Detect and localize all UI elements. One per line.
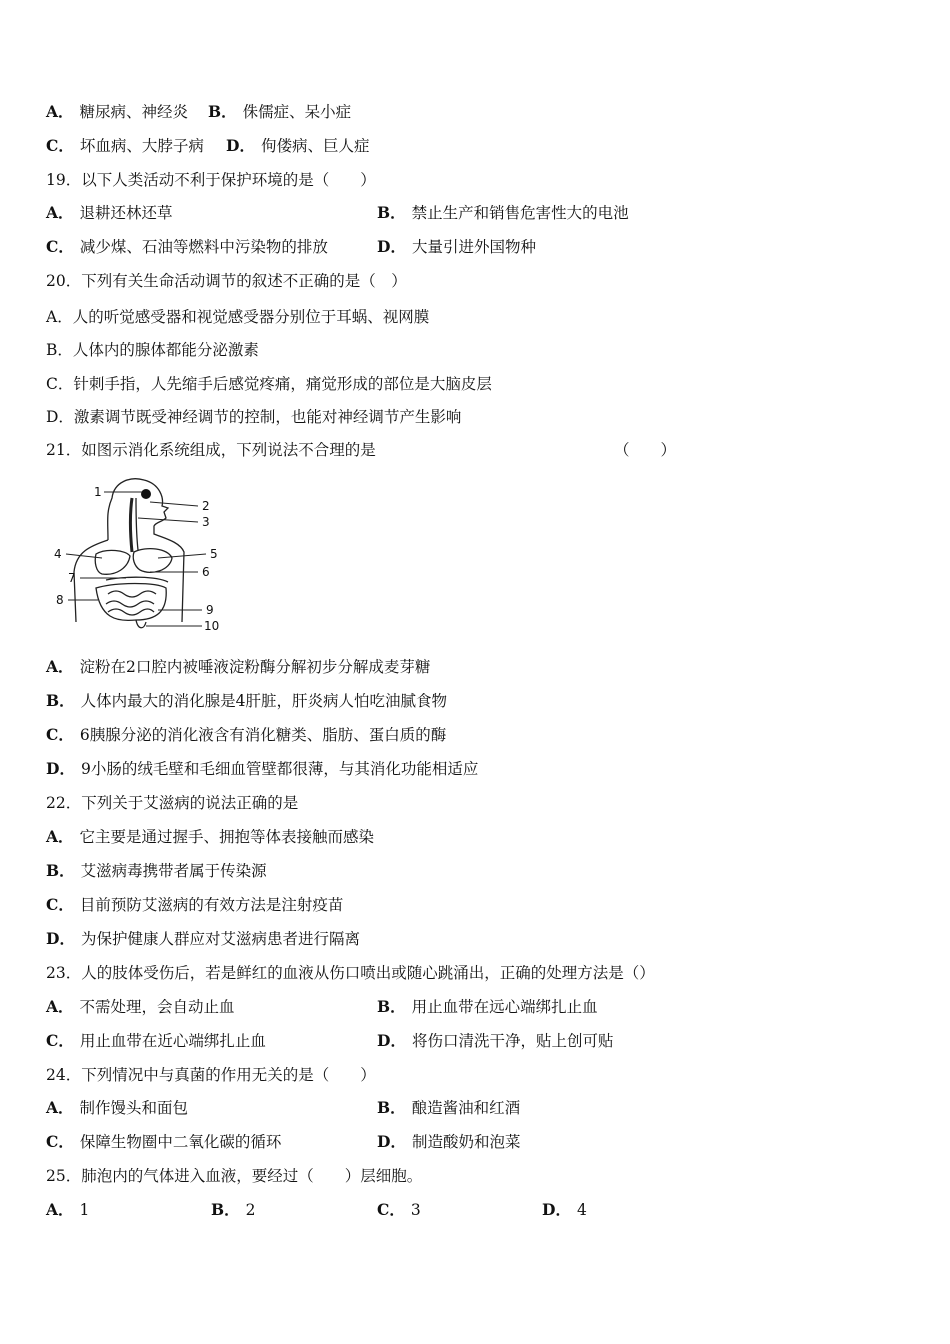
option-text: 3	[410, 1201, 421, 1219]
option-label: B．	[377, 203, 406, 222]
q21-option-a	[46, 657, 430, 677]
q24-option-d	[377, 1132, 520, 1152]
q19-option-c	[46, 237, 328, 257]
option-label: D．	[46, 759, 75, 778]
option-label: B．	[377, 997, 406, 1016]
q25-option-c	[377, 1200, 421, 1220]
option-label: D．	[377, 1132, 406, 1151]
q18-option-c	[46, 136, 204, 156]
q21-answer-bracket: （ ）	[614, 441, 677, 459]
figure-label-10: 10	[204, 619, 220, 633]
option-label: D．	[377, 1031, 406, 1050]
option-text: 不需处理，会自动止血	[79, 998, 235, 1016]
option-label: D．	[377, 237, 406, 256]
digestive-system-figure	[46, 472, 226, 634]
q23-option-d	[377, 1031, 613, 1051]
figure-label-7: 7	[68, 571, 76, 585]
option-label: A．	[46, 1200, 74, 1219]
q18-option-b	[208, 102, 351, 122]
option-text: 6胰腺分泌的消化液含有消化糖类、脂肪、蛋白质的酶	[79, 726, 447, 744]
q20-option-a: A．人的听觉感受器和视觉感受器分别位于耳蜗、视网膜	[46, 308, 430, 326]
option-label: D．	[542, 1200, 571, 1219]
figure-label-2: 2	[202, 499, 210, 513]
option-label: C．	[46, 1132, 74, 1151]
option-label: C．	[46, 1031, 74, 1050]
q21-option-d	[46, 759, 478, 779]
option-label: D．	[46, 929, 75, 948]
q20-stem: 20．下列有关生命活动调节的叙述不正确的是（ ）	[46, 272, 407, 290]
option-text: 为保护健康人群应对艾滋病患者进行隔离	[80, 930, 360, 948]
option-text: 坏血病、大脖子病	[79, 137, 204, 155]
option-text: 将伤口清洗干净，贴上创可贴	[411, 1032, 614, 1050]
option-label: A．	[46, 102, 74, 121]
option-label: C．	[46, 136, 74, 155]
option-label: B．	[46, 691, 75, 710]
option-text: 用止血带在近心端绑扎止血	[79, 1032, 266, 1050]
option-label: A．	[46, 1098, 74, 1117]
q19-stem: 19．以下人类活动不利于保护环境的是（ ）	[46, 171, 376, 189]
figure-label-4: 4	[54, 547, 62, 561]
option-text: 禁止生产和销售危害性大的电池	[411, 204, 629, 222]
q19-option-d	[377, 237, 536, 257]
figure-label-1: 1	[94, 485, 102, 499]
q20-option-b: B．人体内的腺体都能分泌激素	[46, 341, 259, 359]
q25-stem: 25．肺泡内的气体进入血液，要经过（ ）层细胞。	[46, 1167, 423, 1185]
q19-option-a	[46, 203, 173, 223]
option-text: 目前预防艾滋病的有效方法是注射疫苗	[79, 896, 344, 914]
figure-label-3: 3	[202, 515, 210, 529]
q24-option-b	[377, 1098, 520, 1118]
option-label: A．	[46, 827, 74, 846]
q19-option-b	[377, 203, 629, 223]
option-text: 制造酸奶和泡菜	[411, 1133, 521, 1151]
option-text: 佝偻病、巨人症	[260, 137, 370, 155]
option-text: 糖尿病、神经炎	[79, 103, 189, 121]
q22-option-d	[46, 929, 360, 949]
q25-option-d	[542, 1200, 587, 1220]
option-text: 人体内最大的消化腺是4肝脏，肝炎病人怕吃油腻食物	[80, 692, 447, 710]
q23-option-b	[377, 997, 598, 1017]
option-text: 它主要是通过握手、拥抱等体表接触而感染	[79, 828, 375, 846]
q18-option-d	[226, 136, 369, 156]
option-label: A．	[46, 997, 74, 1016]
option-text: 保障生物圈中二氧化碳的循环	[79, 1133, 282, 1151]
q22-option-c	[46, 895, 343, 915]
option-text: 4	[576, 1201, 587, 1219]
q20-option-d: D．激素调节既受神经调节的控制，也能对神经调节产生影响	[46, 408, 462, 426]
option-label: C．	[46, 895, 74, 914]
q25-option-b	[211, 1200, 255, 1220]
q23-option-c	[46, 1031, 266, 1051]
q24-option-c	[46, 1132, 281, 1152]
q18-option-a	[46, 102, 188, 122]
q21-option-b	[46, 691, 447, 711]
option-text: 侏儒症、呆小症	[242, 103, 352, 121]
q23-option-a	[46, 997, 235, 1017]
q20-option-c: C．针刺手指，人先缩手后感觉疼痛，痛觉形成的部位是大脑皮层	[46, 375, 492, 393]
q21-stem: 21．如图示消化系统组成，下列说法不合理的是	[46, 441, 376, 459]
option-label: C．	[377, 1200, 405, 1219]
option-text: 用止血带在远心端绑扎止血	[411, 998, 598, 1016]
option-text: 制作馒头和面包	[79, 1099, 189, 1117]
option-label: B．	[208, 102, 237, 121]
q22-option-a	[46, 827, 374, 847]
q22-stem: 22．下列关于艾滋病的说法正确的是	[46, 794, 299, 812]
pharynx-mark	[141, 489, 151, 499]
figure-label-5: 5	[210, 547, 218, 561]
option-text: 大量引进外国物种	[411, 238, 536, 256]
q24-option-a	[46, 1098, 188, 1118]
option-text: 9小肠的绒毛壁和毛细血管壁都很薄，与其消化功能相适应	[80, 760, 479, 778]
option-label: B．	[46, 861, 75, 880]
q21-option-c	[46, 725, 446, 745]
q25-option-a	[46, 1200, 89, 1220]
option-text: 酿造酱油和红酒	[411, 1099, 521, 1117]
option-label: C．	[46, 237, 74, 256]
figure-label-9: 9	[206, 603, 214, 617]
option-label: A．	[46, 657, 74, 676]
option-text: 淀粉在2口腔内被唾液淀粉酶分解初步分解成麦芽糖	[79, 658, 431, 676]
figure-label-8: 8	[56, 593, 64, 607]
option-label: A．	[46, 203, 74, 222]
option-text: 1	[79, 1201, 90, 1219]
figure-label-6: 6	[202, 565, 210, 579]
option-label: D．	[226, 136, 255, 155]
option-label: C．	[46, 725, 74, 744]
option-label: B．	[211, 1200, 240, 1219]
q22-option-b	[46, 861, 267, 881]
q23-stem: 23．人的肢体受伤后，若是鲜红的血液从伤口喷出或随心跳涌出，正确的处理方法是（）	[46, 964, 655, 982]
option-text: 减少煤、石油等燃料中污染物的排放	[79, 238, 328, 256]
option-text: 2	[245, 1201, 256, 1219]
option-text: 退耕还林还草	[79, 204, 173, 222]
q24-stem: 24．下列情况中与真菌的作用无关的是（ ）	[46, 1066, 376, 1084]
option-text: 艾滋病毒携带者属于传染源	[80, 862, 267, 880]
option-label: B．	[377, 1098, 406, 1117]
